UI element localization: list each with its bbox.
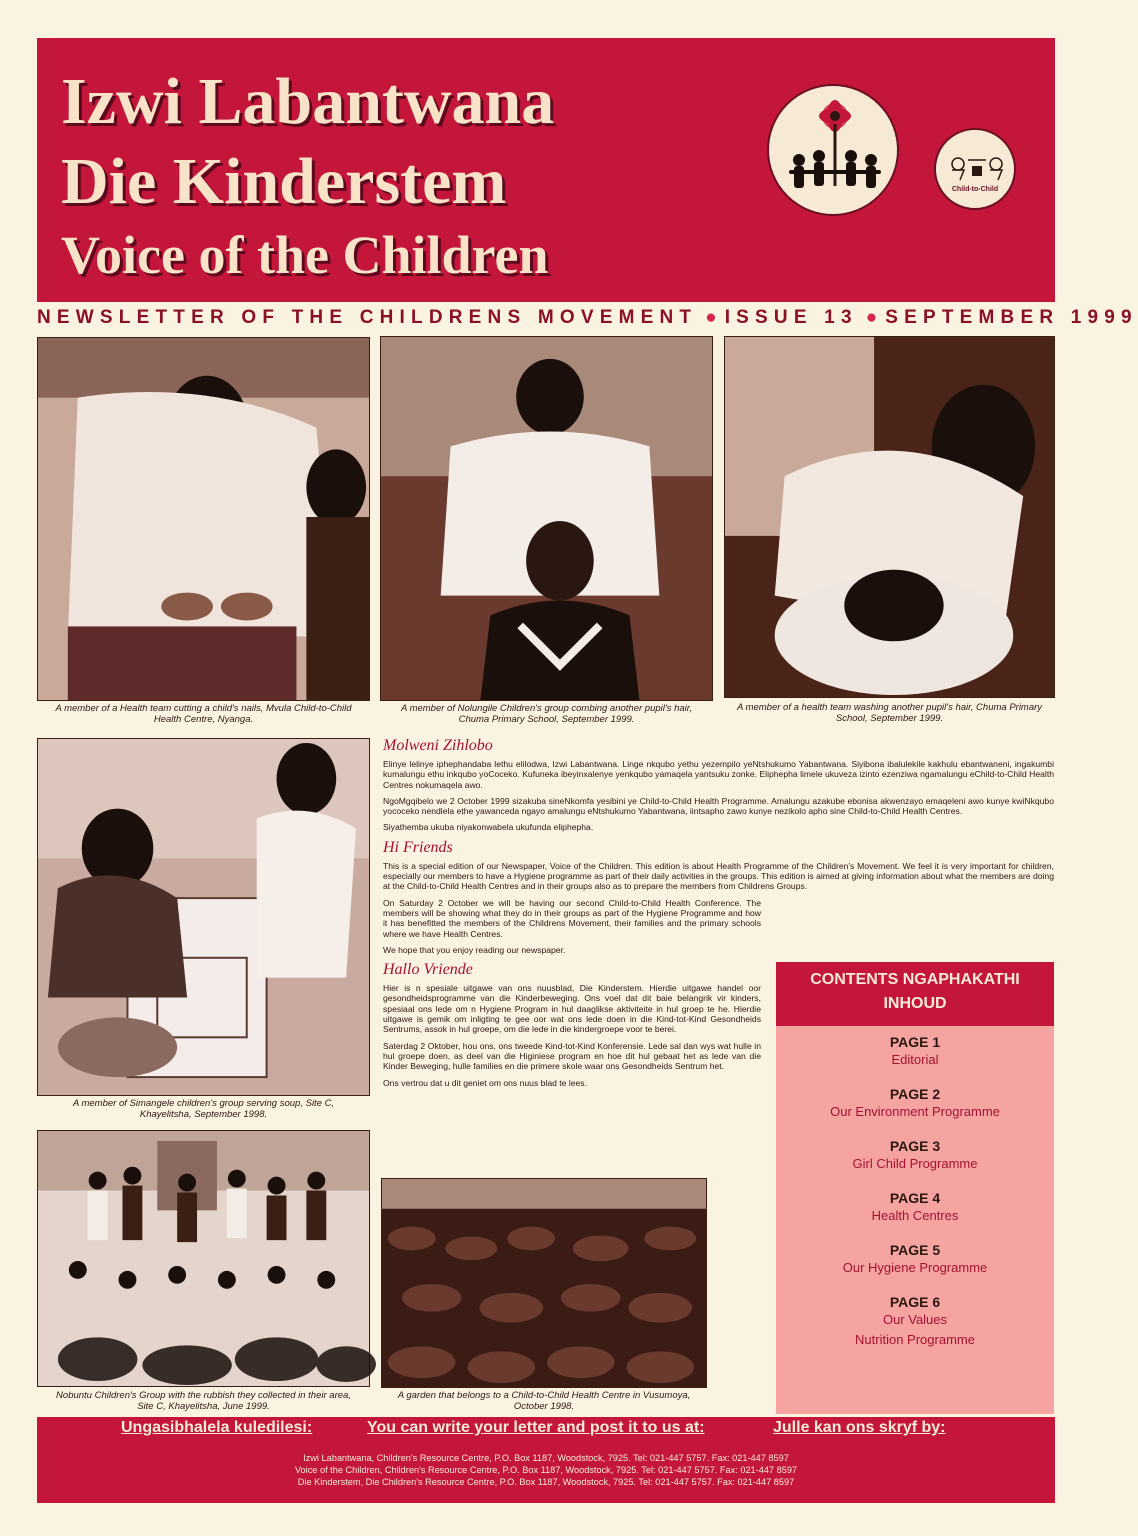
title-english: Voice of the Children (61, 225, 549, 285)
contents-entry[interactable] (776, 1242, 1054, 1278)
issue-date: SEPTEMBER 1999 (885, 307, 1138, 328)
footer-heading-afrikaans: Julle kan ons skryf by: (773, 1419, 946, 1436)
masthead (37, 38, 1055, 302)
contents-page-title: Our Hygiene Programme (842, 1260, 988, 1275)
footer-address-xhosa: Izwi Labantwana, Children's Resource Centre, P.O. Box 1187, Woodstock, 7925. Tel: 021-447 5757. Fax: 021-447 8597 (303, 1453, 789, 1463)
heading-xhosa: Molweni Zihlobo (383, 737, 493, 754)
issue-number: ISSUE 13 (724, 307, 858, 328)
child-to-child-logo-text: Child-to-Child (951, 186, 999, 193)
photo-garden (381, 1178, 707, 1388)
title-afrikaans: Die Kinderstem (61, 145, 507, 218)
para-english-2: On Saturday 2 October we will be having our second Child-to-Child Health Conference. The members will be showing what they do in their groups as part of the Hygiene Programme and how it has benefitted the members of the Childrens Movement, their families and the primary schools where we have Health Centres. (383, 897, 761, 939)
footer-address-english: Voice of the Children, Children's Resource Centre, P.O. Box 1187, Woodstock, 7925. Tel: 021-447 5757. Fax: 021-447 8597 (294, 1465, 798, 1475)
bullet-icon: ● (865, 307, 878, 328)
contents-page-number: PAGE 6 (889, 1294, 941, 1310)
para-xhosa-1: Elinye lelinye iphephandaba lethu elilodwa, Izwi Labantwana. Linge nkqubo yethu yezempilo yeNtshukumo Yabantwana. Siyibona ibalulekile kakhulu ebantwaneni, ingakumbi kumalungu ethu inkqubo yoCoceko. Kufuneka ibeyinxalenye yenkqubo yamaqela yantsuku zonke. Eliphepha limele ukuveza izinto ezenziwa ngamalungu eChild-to-Child Health Centres nokumaqela awo. (383, 759, 1054, 790)
footer-address-afrikaans: Die Kinderstem, Die Children's Resource Centre, P.O. Box 1187, Woodstock, 7925. Tel: 021-447 5757. Fax: 021-447 8597 (297, 1477, 795, 1487)
contents-page-title-secondary: Nutrition Programme (855, 1332, 975, 1347)
contents-page-title: Health Centres (871, 1208, 959, 1223)
contents-page-number: PAGE 1 (889, 1034, 941, 1050)
footer-address-bar (37, 1417, 1055, 1503)
childrens-movement-logo (767, 84, 899, 216)
caption-hair-combing: A member of Nolungile Children's group combing another pupil's hair, Chuma Primary School, September 1999. (400, 703, 693, 725)
photo-hair-combing (380, 336, 713, 701)
contents-page-title: Our Values (882, 1312, 948, 1327)
heading-english: Hi Friends (383, 838, 453, 856)
para-english-1: This is a special edition of our Newspaper, Voice of the Children. This edition is about Health Programme of the Children's Movement. We feel it is very important for children, especially our members to have a Hygiene programme as part of their daily activities in the groups. This edition is aimed at giving information about what the members are doing at the Child-to-Child Health Centres and in their groups also as to prepare the members from Childrens Groups. (383, 860, 1054, 892)
para-afrikaans-2: Saterdag 2 Oktober, hou ons, ons tweede Kind-tot-Kind Konferensie. Lede sal dan wys wat hulle in hul groepe doen, as deel van die Higiniese program en hoe dit hul gebaat het as lede van die Kinder Beweging, hulle families en die primere skole waar ons Gesondheids Sentrum het. (383, 1040, 761, 1072)
contents-page-title: Our Environment Programme (830, 1104, 1000, 1119)
contents-heading-line-1: CONTENTS NGAPHAKATHI (810, 971, 1020, 988)
footer-heading-english: You can write your letter and post it to us at: (367, 1419, 705, 1436)
caption-hair-washing: A member of a health team washing another pupil's hair, Chuma Primary School, September 1999. (736, 702, 1043, 724)
contents-page-number: PAGE 4 (889, 1190, 941, 1206)
contents-entry[interactable] (776, 1190, 1054, 1226)
contents-page-number: PAGE 2 (889, 1086, 941, 1102)
heading-afrikaans: Hallo Vriende (383, 961, 473, 979)
contents-box (776, 962, 1054, 1414)
photo-nail-cutting (37, 337, 370, 701)
photo-serving-soup (37, 738, 370, 1096)
contents-heading-line-2: INHOUD (883, 995, 947, 1012)
publication-name: NEWSLETTER OF THE CHILDRENS MOVEMENT (37, 307, 698, 328)
caption-rubbish-group: Nobuntu Children's Group with the rubbish they collected in their area, Site C, Khayelitsha, June 1999. (56, 1390, 351, 1412)
photo-hair-washing (724, 336, 1055, 698)
child-to-child-logo (934, 128, 1016, 210)
contents-entry[interactable] (776, 1086, 1054, 1122)
title-xhosa: Izwi Labantwana (61, 65, 555, 138)
para-afrikaans-3: Ons vertrou dat u dit geniet om ons nuus blad te lees. (383, 1077, 587, 1088)
para-xhosa-2: NgoMgqibelo we 2 October 1999 sizakuba sineNkomfa yesibini ye Child-to-Child Health Programme. Amalungu azakube ebonisa akwenzayo emaqeleni awo kunye kwiNkqubo yococeko nendlela ethe yawanceda ngayo amalungu eNtshukumo Yabantwana, iintsapho zawo kunye nezikolo apho sine Child-to-Child Health Centres. (383, 795, 1054, 817)
contents-entry[interactable] (776, 1294, 1054, 1350)
newsletter-subhead (37, 307, 1138, 329)
para-english-3: We hope that you enjoy reading our newspaper. (383, 944, 566, 955)
footer-heading-xhosa: Ungasibhalela kuledilesi: (121, 1419, 313, 1436)
contents-page-title: Editorial (891, 1052, 939, 1067)
contents-page-title: Girl Child Programme (852, 1156, 978, 1171)
contents-page-number: PAGE 5 (889, 1242, 941, 1258)
caption-garden: A garden that belongs to a Child-to-Child Health Centre in Vusumoya, October 1998. (397, 1390, 691, 1412)
contents-entry[interactable] (776, 1034, 1054, 1070)
contents-entry[interactable] (776, 1138, 1054, 1174)
photo-rubbish-group (37, 1130, 370, 1387)
para-afrikaans-1: Hier is n spesiale uitgawe van ons nuusblad, Die Kinderstem. Hierdie uitgawe handel oor gesondheidsprogramme van die Kinderbeweging. Ons voel dat dit baie belangrik vir kinders, spesiaal ons lede om n Hygiene Program in hul daaglikse aktiviteite in hul groep te he. Hierdie uitgawe is gemik om inligting te gee oor wat ons lede doen in die Kind-tot-Kind Gesondheids Sentrums, assok in hul groepe, om die lede in die kindergroepe voor te berei. (383, 983, 761, 1035)
contents-page-number: PAGE 3 (889, 1138, 941, 1154)
caption-nail-cutting: A member of a Health team cutting a child's nails, Mvula Child-to-Child Health Centre, Nyanga. (55, 703, 352, 725)
contents-heading (776, 962, 1054, 1026)
bullet-icon: ● (705, 307, 717, 328)
caption-serving-soup: A member of Simangele children's group serving soup, Site C, Khayelitsha, September 1998. (72, 1098, 335, 1120)
para-xhosa-3: Siyathemba ukuba niyakonwabela ukufunda eliphepha. (383, 822, 594, 833)
